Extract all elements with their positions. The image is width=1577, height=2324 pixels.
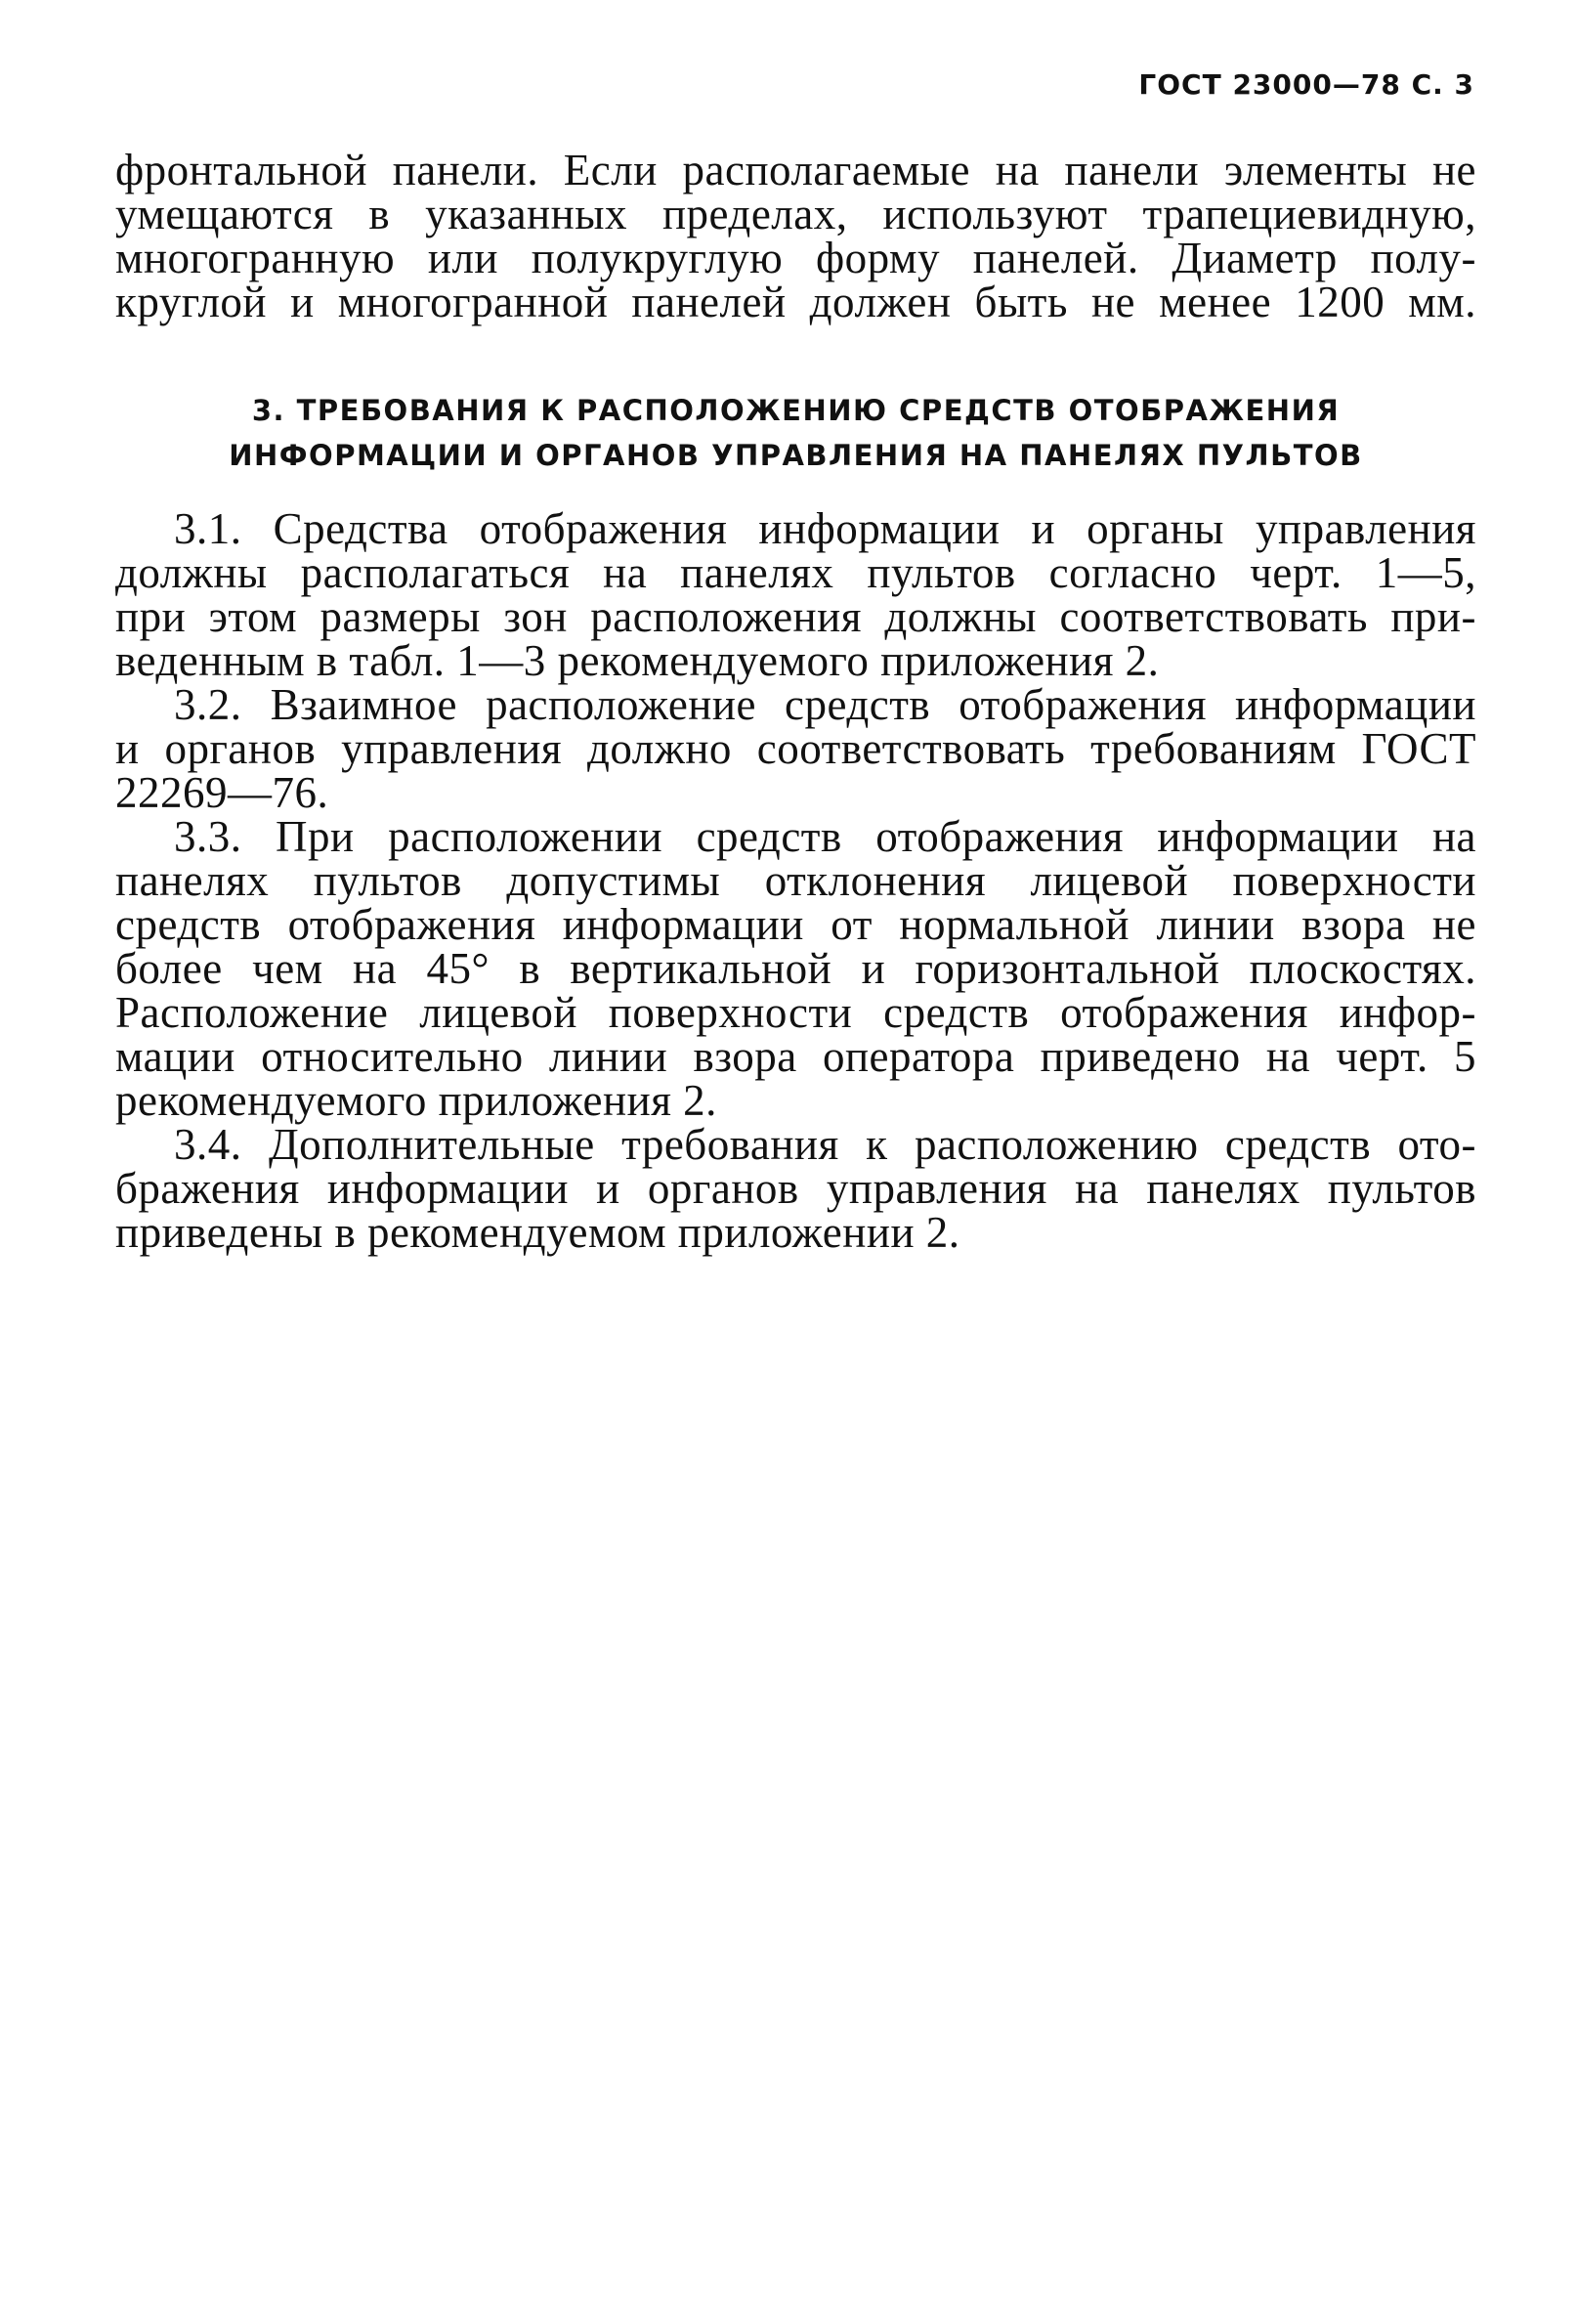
- section-heading-line: ИНФОРМАЦИИ И ОРГАНОВ УПРАВЛЕНИЯ НА ПАНЕЛЯХ ПУЛЬТОВ: [229, 439, 1363, 472]
- text-line: панелях пультов допустимы отклонения лицевой поверхности: [115, 856, 1476, 905]
- text-line: 3.2. Взаимное расположение средств отображения информации: [174, 680, 1476, 729]
- text-line: более чем на 45° в вертикальной и горизонтальной плоскостях.: [115, 944, 1476, 993]
- text-line: умещаются в указанных пределах, используют трапециевидную,: [115, 190, 1476, 238]
- paragraph-3-2: [115, 680, 1476, 817]
- paragraph-3-3: [115, 812, 1476, 1125]
- text-line: многогранную или полукруглую форму панелей. Диаметр полу-: [115, 234, 1476, 282]
- paragraph-3-4: [115, 1120, 1476, 1257]
- standard-page-reference: ГОСТ 23000—78 С. 3: [1138, 68, 1474, 101]
- text-line: и органов управления должно соответствовать требованиям ГОСТ: [115, 724, 1476, 773]
- text-line: фронтальной панели. Если располагаемые на панели элементы не: [115, 146, 1476, 194]
- text-line: мации относительно линии взора оператора приведено на черт. 5: [115, 1032, 1476, 1081]
- text-line: 3.4. Дополнительные требования к расположению средств ото-: [174, 1120, 1476, 1169]
- text-line: рекомендуемого приложения 2.: [115, 1076, 717, 1125]
- text-line: веденным в табл. 1—3 рекомендуемого приложения 2.: [115, 636, 1160, 685]
- text-line: приведены в рекомендуемом приложении 2.: [115, 1208, 960, 1257]
- text-line: 3.3. При расположении средств отображения информации на: [174, 812, 1476, 861]
- section-heading-line: 3. ТРЕБОВАНИЯ К РАСПОЛОЖЕНИЮ СРЕДСТВ ОТОБРАЖЕНИЯ: [251, 394, 1341, 427]
- text-line: средств отображения информации от нормальной линии взора не: [115, 900, 1476, 949]
- text-line: при этом размеры зон расположения должны соответствовать при-: [115, 592, 1476, 641]
- text-line: круглой и многогранной панелей должен быть не менее 1200 мм.: [115, 278, 1476, 326]
- text-line: Расположение лицевой поверхности средств отображения инфор-: [115, 988, 1476, 1037]
- text-line: 3.1. Средства отображения информации и органы управления: [174, 504, 1476, 553]
- text-line: 22269—76.: [115, 768, 329, 817]
- document-body: [115, 146, 1476, 1257]
- text-line: должны располагаться на панелях пультов согласно черт. 1—5,: [115, 548, 1476, 597]
- intro-paragraph: [115, 146, 1476, 326]
- paragraph-3-1: [115, 504, 1476, 685]
- text-line: бражения информации и органов управления на панелях пультов: [115, 1164, 1476, 1213]
- section-heading: [115, 388, 1476, 478]
- page-header: [1138, 68, 1474, 101]
